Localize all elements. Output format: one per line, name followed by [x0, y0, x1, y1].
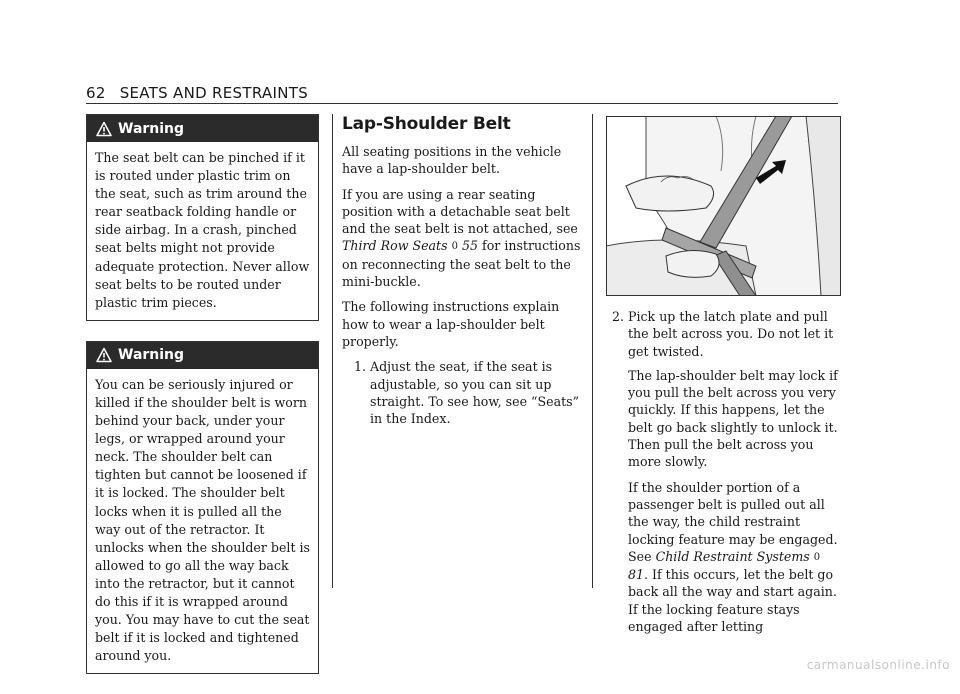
xref-page[interactable]: 55 [462, 238, 479, 254]
warning-title: Warning [118, 347, 185, 364]
page-reference-icon: 0 [813, 551, 821, 563]
watermark: carmanualsonline.info [806, 658, 950, 672]
page-number: 62 [86, 84, 106, 102]
text: for instructions on reconnecting the seat belt to the mini-buckle. [342, 238, 581, 290]
paragraph: The lap-shoulder belt may lock if you pull the belt across you very quickly. If this happens, let the belt go back slightly to unlock it. Then pull the belt across you more slowly. [628, 367, 838, 470]
header-rule [86, 103, 838, 104]
text: . If this occurs, let the belt go back all the way and start again. If the locking feature stays engaged after letting [628, 567, 837, 635]
step-number: 2. [611, 309, 624, 324]
warning-body: The seat belt can be pinched if it is routed under plastic trim on the seat, such as trim around the rear seatback folding handle or side airbag. In a crash, pinched seat belts might not provide adequate protection. Never allow seat belts to be routed under plastic trim pieces. [95, 150, 310, 310]
section-title: SEATS AND RESTRAINTS [119, 84, 309, 102]
page-reference-icon: 0 [451, 241, 458, 253]
step-text: Adjust the seat, if the seat is adjustable, so you can sit up straight. To see how, see “Seats” in the Index. [370, 359, 580, 427]
warning-header [87, 115, 318, 142]
warning-triangle-icon [96, 121, 112, 137]
column-right [600, 114, 840, 643]
step-number: 1. [353, 359, 366, 375]
text: If you are using a rear seating position with a detachable seat belt and the seat belt is not attached, see [342, 186, 578, 237]
warning-box-shoulder-belt [86, 341, 319, 675]
step-item [600, 308, 840, 360]
column-middle [342, 114, 582, 434]
text: If the shoulder portion of a passenger belt is pulled out all the way, the child restraint locking feature may be engaged. See [628, 479, 838, 564]
column-divider [592, 114, 593, 588]
xref-link-child-restraint-systems[interactable]: Child Restraint Systems [655, 548, 810, 564]
warning-title: Warning [118, 120, 185, 137]
step-text: Pick up the latch plate and pull the belt across you. Do not let it get twisted. [628, 309, 834, 359]
paragraph [342, 186, 582, 291]
warning-triangle-icon [96, 347, 112, 363]
column-left [86, 114, 319, 694]
warning-box-pinched-belt [86, 114, 319, 321]
xref-link-third-row-seats[interactable]: Third Row Seats [342, 238, 448, 254]
paragraph: The following instructions explain how to wear a lap-shoulder belt properly. [342, 299, 560, 349]
column-divider [332, 114, 333, 588]
page-header [86, 84, 308, 102]
paragraph: All seating positions in the vehicle have a lap-shoulder belt. [342, 144, 562, 177]
paragraph [600, 479, 840, 636]
seatbelt-illustration [606, 116, 841, 296]
section-heading: Lap-Shoulder Belt [342, 114, 511, 134]
xref-page[interactable]: 81 [628, 567, 645, 583]
seatbelt-illustration-icon [606, 116, 841, 296]
step-item [342, 358, 582, 427]
warning-header [87, 342, 318, 369]
warning-body: You can be seriously injured or killed if the shoulder belt is worn behind your back, under your legs, or wrapped around your neck. The shoulder belt can tighten but cannot be loosened if it is locked. The shoulder belt locks when it is pulled all the way out of the retractor. It unlocks when the shoulder belt is allowed to go all the way back into the retractor, but it cannot do this if it is wrapped around you. You may have to cut the seat belt if it is locked and tightened around you. [95, 376, 310, 664]
